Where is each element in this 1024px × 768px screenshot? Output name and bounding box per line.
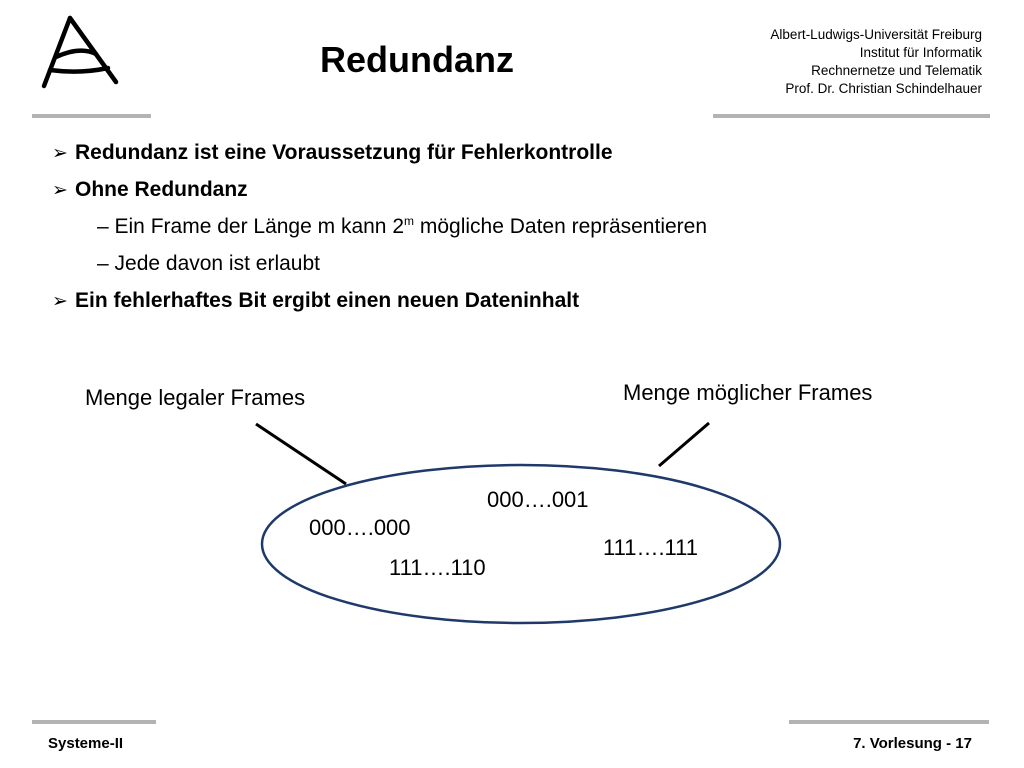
- sub-bullet-1-post: mögliche Daten repräsentieren: [414, 215, 708, 238]
- institute-name: Institut für Informatik: [859, 45, 982, 60]
- footer-rule-right: [789, 720, 989, 724]
- department-name: Rechnernetze und Telematik: [811, 63, 982, 78]
- frame-value: 000….001: [487, 487, 589, 512]
- label-possible-frames: Menge möglicher Frames: [623, 380, 873, 405]
- bullet-3-text: Ein fehlerhaftes Bit ergibt einen neuen Dateninhalt: [75, 289, 580, 312]
- footer-page: 7. Vorlesung - 17: [853, 735, 972, 752]
- frame-value: 000….000: [309, 515, 411, 540]
- frame-value: 111….110: [389, 555, 486, 580]
- bullet-2-text: Ohne Redundanz: [75, 178, 248, 201]
- arrow-bullet-icon: ➢: [52, 142, 68, 164]
- label-legal-frames: Menge legaler Frames: [85, 385, 306, 410]
- sub-bullet-2-text: – Jede davon ist erlaubt: [97, 252, 320, 275]
- slide-title: Redundanz: [320, 39, 514, 80]
- professor-name: Prof. Dr. Christian Schindelhauer: [785, 81, 982, 96]
- university-name: Albert-Ludwigs-Universität Freiburg: [770, 27, 982, 42]
- arrow-bullet-icon: ➢: [52, 290, 68, 312]
- possible-frames-pointer: [659, 423, 709, 466]
- sub-bullet-1-sup: m: [404, 214, 415, 228]
- legal-frames-pointer: [256, 424, 346, 484]
- arrow-bullet-icon: ➢: [52, 179, 68, 201]
- footer-rule-left: [32, 720, 156, 724]
- frame-value: 111….111: [603, 535, 698, 560]
- sub-bullet-1-pre: – Ein Frame der Länge m kann 2: [97, 215, 405, 238]
- footer-course: Systeme-II: [48, 735, 124, 752]
- bullet-1-text: Redundanz ist eine Voraussetzung für Fehlerkontrolle: [75, 141, 613, 164]
